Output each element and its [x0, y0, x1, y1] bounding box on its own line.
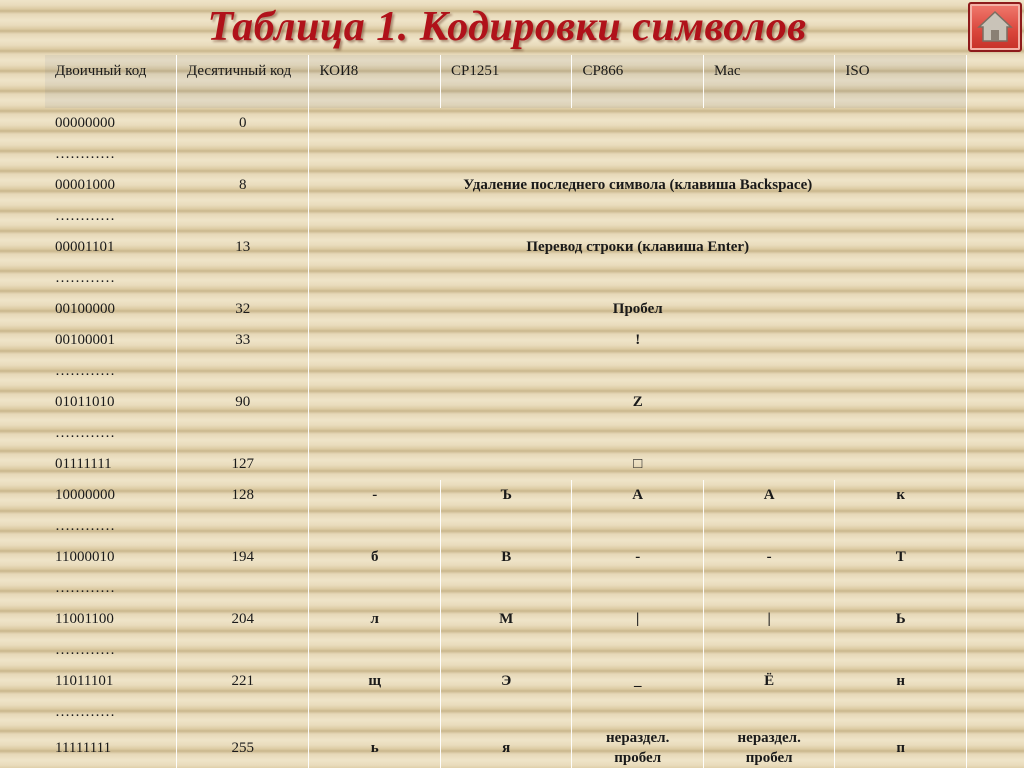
binary-code-cell: …………	[45, 201, 176, 232]
koi8-cell	[309, 635, 440, 666]
binary-code-cell: 11011101	[45, 666, 176, 697]
decimal-code-cell: 194	[176, 542, 309, 573]
binary-code-cell: …………	[45, 263, 176, 294]
iso-cell	[835, 573, 967, 604]
header-cp1251: СР1251	[440, 55, 571, 108]
decimal-code-cell	[176, 263, 309, 294]
table-row	[45, 387, 967, 418]
cp866-cell: А	[572, 480, 703, 511]
header-cp866: СР866	[572, 55, 703, 108]
mac-cell: |	[703, 604, 834, 635]
home-icon	[977, 9, 1013, 45]
mac-cell: А	[703, 480, 834, 511]
mac-cell	[703, 511, 834, 542]
decimal-code-cell	[176, 418, 309, 449]
iso-cell: п	[835, 728, 967, 768]
binary-code-cell: 01011010	[45, 387, 176, 418]
decimal-code-cell	[176, 697, 309, 728]
table-row	[45, 108, 967, 139]
cp866-cell: |	[572, 604, 703, 635]
table-row	[45, 697, 967, 728]
binary-code-cell: …………	[45, 139, 176, 170]
cp866-cell	[572, 511, 703, 542]
mac-cell	[703, 573, 834, 604]
cp866-cell	[572, 697, 703, 728]
shared-encoding-cell	[309, 263, 967, 294]
encoding-table	[45, 55, 967, 768]
mac-cell: Ё	[703, 666, 834, 697]
decimal-code-cell	[176, 635, 309, 666]
binary-code-cell: 11111111	[45, 728, 176, 768]
table-row	[45, 325, 967, 356]
table-row	[45, 542, 967, 573]
table-row	[45, 573, 967, 604]
table-row	[45, 232, 967, 263]
shared-encoding-cell	[309, 356, 967, 387]
decimal-code-cell: 0	[176, 108, 309, 139]
binary-code-cell: …………	[45, 635, 176, 666]
header-mac: Mac	[703, 55, 834, 108]
binary-code-cell: …………	[45, 697, 176, 728]
koi8-cell: -	[309, 480, 440, 511]
binary-code-cell: 00001101	[45, 232, 176, 263]
binary-code-cell: 00100000	[45, 294, 176, 325]
page-title: Таблица 1. Кодировки символов	[207, 4, 807, 50]
cp1251-cell	[440, 511, 571, 542]
decimal-code-cell: 128	[176, 480, 309, 511]
header-decimal: Десятичный код	[176, 55, 309, 108]
koi8-cell	[309, 511, 440, 542]
shared-encoding-cell: Z	[309, 387, 967, 418]
koi8-cell: щ	[309, 666, 440, 697]
decimal-code-cell: 90	[176, 387, 309, 418]
cp1251-cell	[440, 573, 571, 604]
table-row	[45, 604, 967, 635]
table-row	[45, 356, 967, 387]
decimal-code-cell: 32	[176, 294, 309, 325]
koi8-cell: б	[309, 542, 440, 573]
binary-code-cell: 00000000	[45, 108, 176, 139]
cp866-cell: -	[572, 542, 703, 573]
koi8-cell: ь	[309, 728, 440, 768]
decimal-code-cell: 221	[176, 666, 309, 697]
mac-cell: нераздел. пробел	[703, 728, 834, 768]
cp1251-cell: В	[440, 542, 571, 573]
table-row	[45, 201, 967, 232]
binary-code-cell: 10000000	[45, 480, 176, 511]
mac-cell: -	[703, 542, 834, 573]
shared-encoding-cell: Перевод строки (клавиша Enter)	[309, 232, 967, 263]
cp1251-cell: М	[440, 604, 571, 635]
cp866-cell	[572, 573, 703, 604]
table-header-row	[45, 55, 967, 108]
header-iso: ISO	[835, 55, 967, 108]
cp866-cell: нераздел. пробел	[572, 728, 703, 768]
shared-encoding-cell: !	[309, 325, 967, 356]
decimal-code-cell: 8	[176, 170, 309, 201]
home-button[interactable]	[968, 2, 1022, 52]
decimal-code-cell	[176, 201, 309, 232]
header-binary: Двоичный код	[45, 55, 176, 108]
iso-cell	[835, 635, 967, 666]
binary-code-cell: 00100001	[45, 325, 176, 356]
binary-code-cell: 11000010	[45, 542, 176, 573]
cp866-cell: _	[572, 666, 703, 697]
binary-code-cell: 01111111	[45, 449, 176, 480]
table-row	[45, 170, 967, 201]
decimal-code-cell	[176, 573, 309, 604]
table-row	[45, 635, 967, 666]
header-koi8: КОИ8	[309, 55, 440, 108]
table-row	[45, 728, 967, 768]
koi8-cell: л	[309, 604, 440, 635]
binary-code-cell: …………	[45, 418, 176, 449]
iso-cell	[835, 511, 967, 542]
decimal-code-cell: 204	[176, 604, 309, 635]
table-row	[45, 294, 967, 325]
table-row	[45, 480, 967, 511]
iso-cell: Ь	[835, 604, 967, 635]
decimal-code-cell: 127	[176, 449, 309, 480]
binary-code-cell: …………	[45, 573, 176, 604]
cp1251-cell: я	[440, 728, 571, 768]
binary-code-cell: …………	[45, 356, 176, 387]
decimal-code-cell	[176, 139, 309, 170]
cp1251-cell: Ъ	[440, 480, 571, 511]
mac-cell	[703, 697, 834, 728]
decimal-code-cell: 33	[176, 325, 309, 356]
mac-cell	[703, 635, 834, 666]
cp866-cell	[572, 635, 703, 666]
decimal-code-cell: 255	[176, 728, 309, 768]
table-row	[45, 418, 967, 449]
table-row	[45, 449, 967, 480]
shared-encoding-cell	[309, 139, 967, 170]
cp1251-cell	[440, 635, 571, 666]
iso-cell	[835, 697, 967, 728]
shared-encoding-cell	[309, 201, 967, 232]
decimal-code-cell: 13	[176, 232, 309, 263]
table-row	[45, 666, 967, 697]
binary-code-cell: …………	[45, 511, 176, 542]
table-row	[45, 263, 967, 294]
table-body	[45, 55, 967, 768]
iso-cell: к	[835, 480, 967, 511]
decimal-code-cell	[176, 511, 309, 542]
binary-code-cell: 11001100	[45, 604, 176, 635]
table-row	[45, 511, 967, 542]
shared-encoding-cell: Пробел	[309, 294, 967, 325]
decimal-code-cell	[176, 356, 309, 387]
cp1251-cell: Э	[440, 666, 571, 697]
cp1251-cell	[440, 697, 571, 728]
iso-cell: н	[835, 666, 967, 697]
shared-encoding-cell: □	[309, 449, 967, 480]
shared-encoding-cell	[309, 418, 967, 449]
binary-code-cell: 00001000	[45, 170, 176, 201]
shared-encoding-cell	[309, 108, 967, 139]
koi8-cell	[309, 573, 440, 604]
shared-encoding-cell: Удаление последнего символа (клавиша Backspace)	[309, 170, 967, 201]
koi8-cell	[309, 697, 440, 728]
table-row	[45, 139, 967, 170]
iso-cell: Т	[835, 542, 967, 573]
